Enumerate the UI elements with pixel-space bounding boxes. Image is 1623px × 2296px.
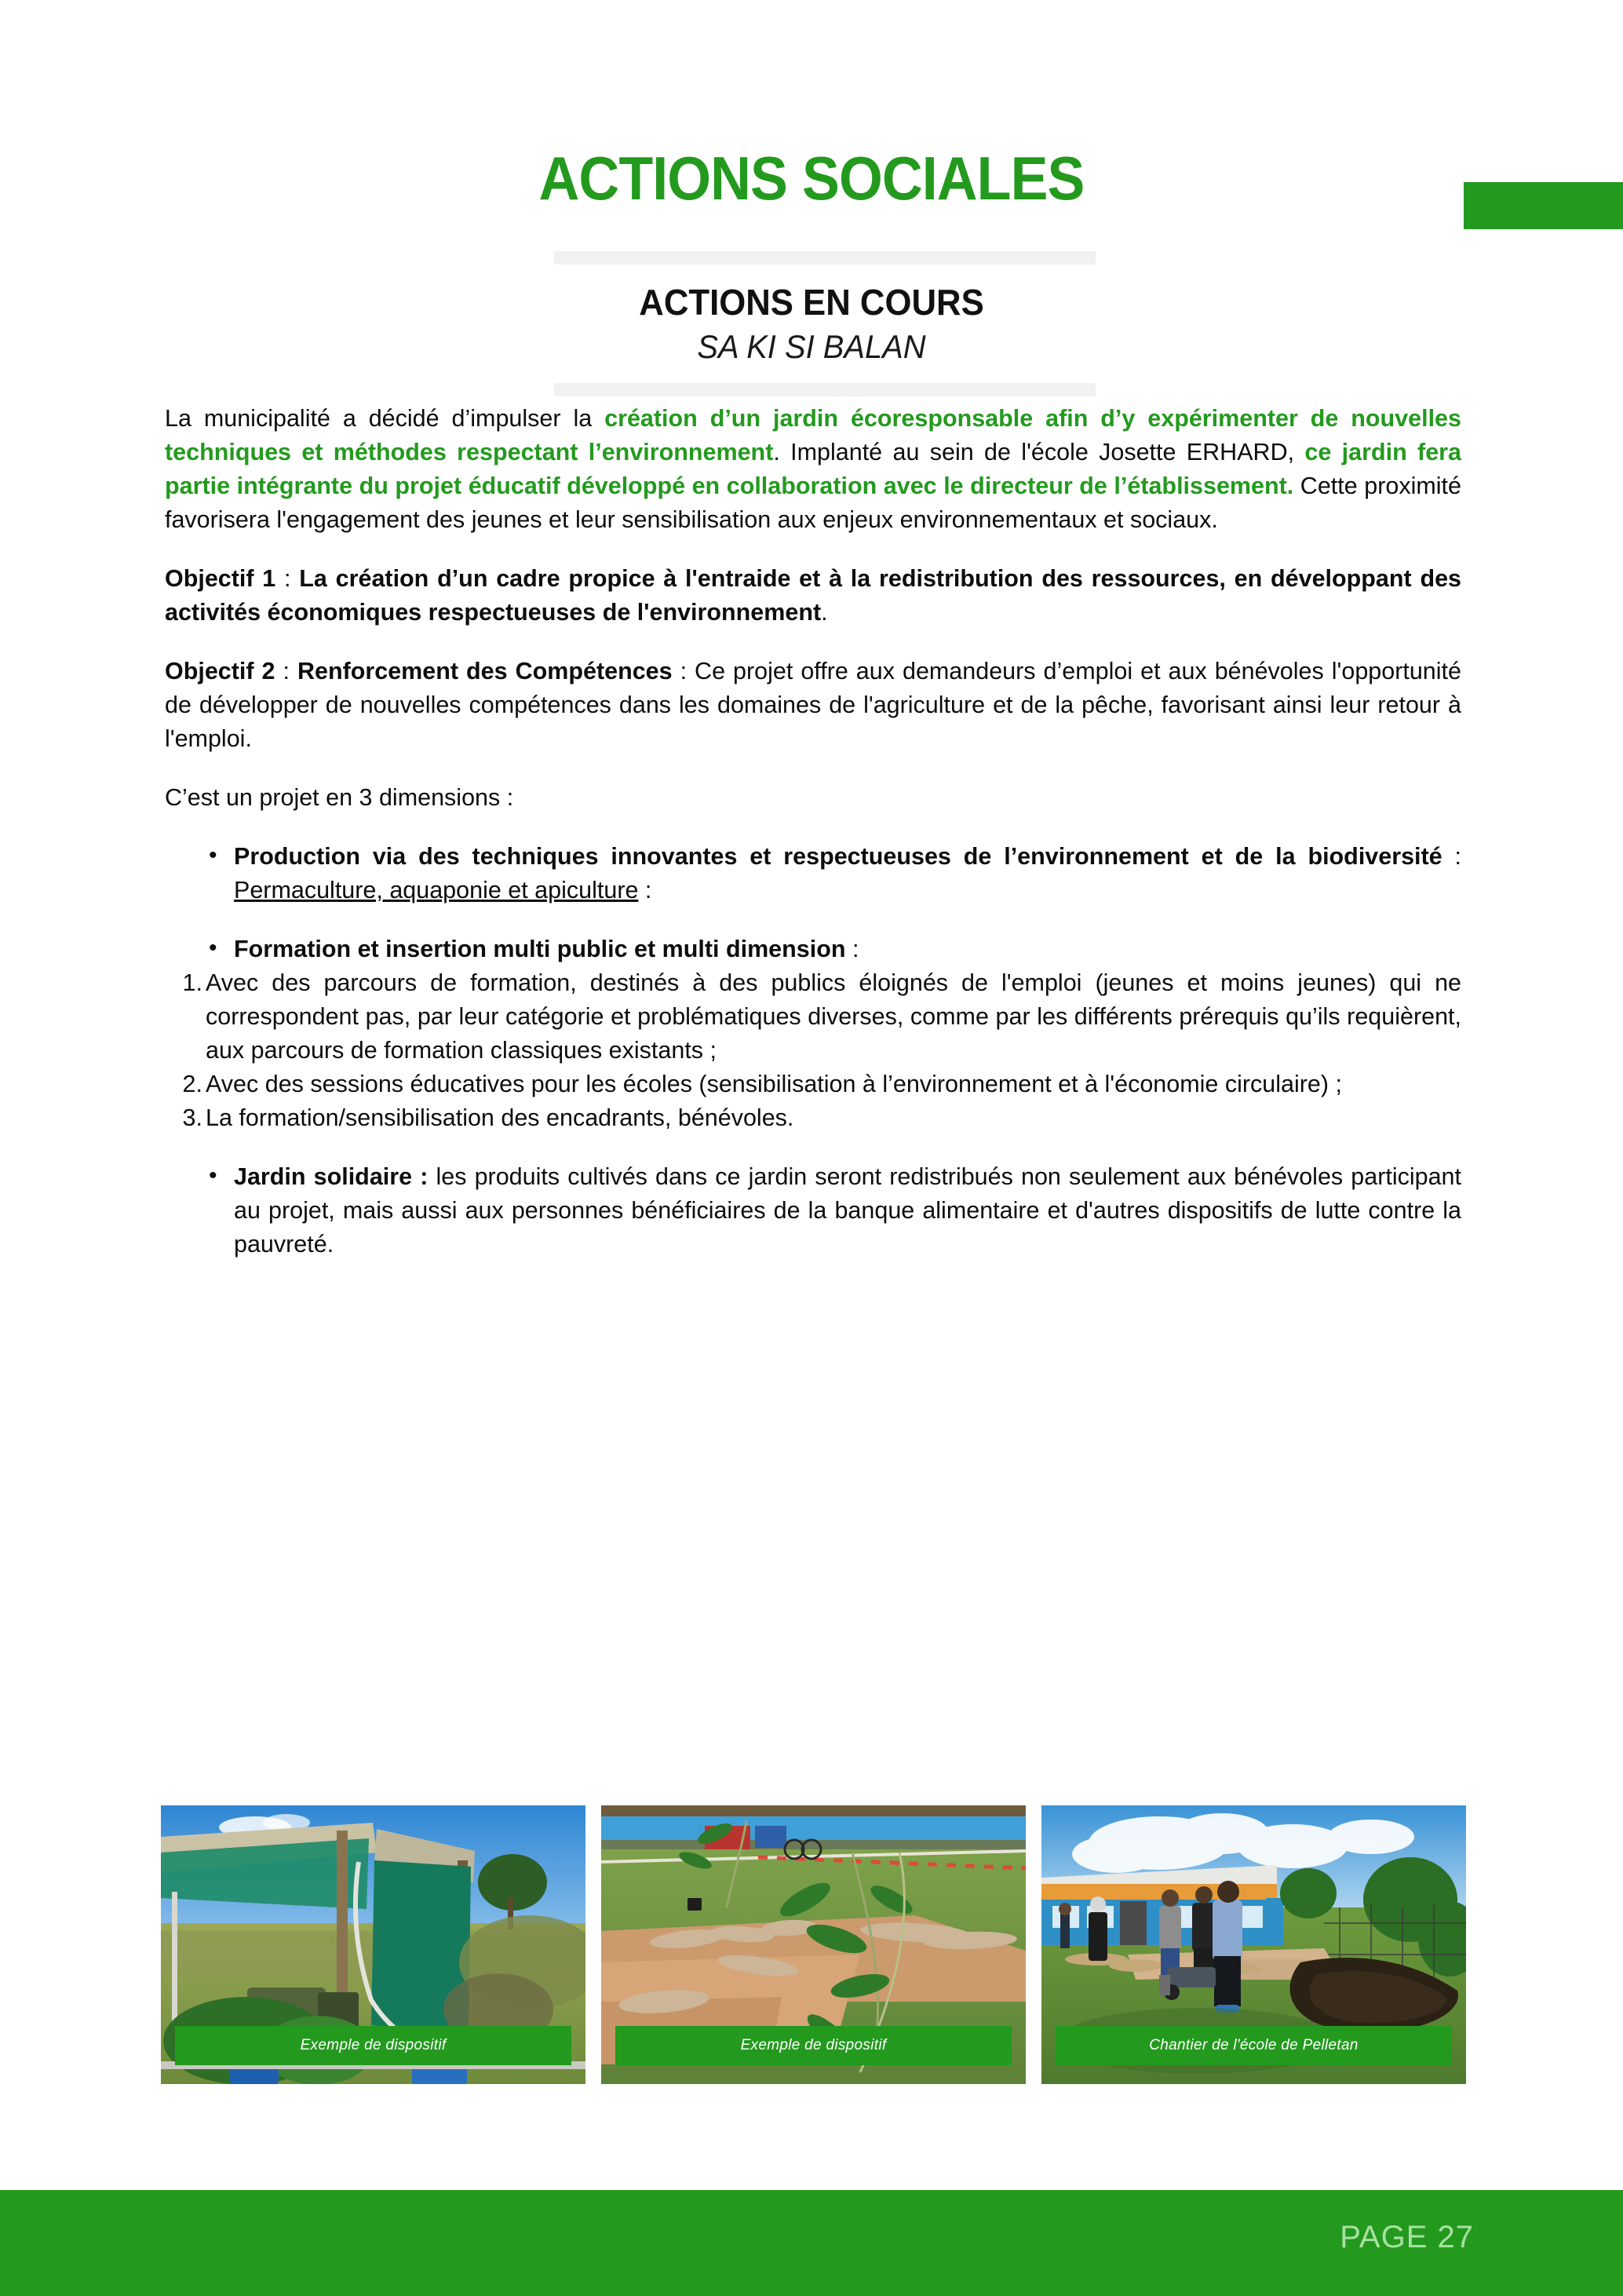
objectif-1-paragraph [165, 562, 1461, 630]
bullet-3-tail: les produits cultivés dans ce jardin seront redistribués non seulement aux bénévoles participant au projet, mais aussi aux personnes bénéficiaires de la banque alimentaire et d'autres dispositifs de lutte contre la pauvreté. [234, 1163, 1461, 1258]
bullet-1-bold: Production via des techniques innovantes et respectueuses de l’environnement et de la biodiversité [234, 843, 1442, 870]
divider-bar-top [554, 251, 1096, 265]
list-item [209, 840, 1461, 907]
objectif-2-tail: : Ce projet offre aux demandeurs d’emploi et aux bénévoles l'opportunité de développer de nouvelles compétences dans les domaines de l'agriculture et de la pêche, favorisant ainsi leur retour à l'emploi. [165, 658, 1461, 752]
spacer [165, 907, 1461, 933]
page-title: ACTIONS SOCIALES [538, 144, 1085, 213]
bullet-1-tail: : [638, 877, 652, 903]
photo-card-2 [601, 1805, 1026, 2084]
subtitle-creole: SA KI SI BALAN [697, 328, 926, 365]
objectif-1-tail: . [821, 599, 828, 626]
list-item [209, 1160, 1461, 1261]
dimensions-list-3 [165, 1160, 1461, 1261]
objectif-1-text: La création d’un cadre propice à l'entraide et à la redistribution des ressources, en développant des activités économiques respectueuses de l'environnement [165, 565, 1461, 626]
spacer [165, 630, 1461, 655]
bullet-2-sep: : [845, 936, 859, 962]
spacer [165, 1135, 1461, 1160]
photo-gallery [161, 1805, 1468, 2084]
objectif-2-label: Objectif 2 [165, 658, 275, 684]
objectif-1-label: Objectif 1 [165, 565, 276, 592]
list-item: Avec des parcours de formation, destinés à des publics éloignés de l'emploi (jeunes et moins jeunes) qui ne correspondent pas, par leur catégorie et problématiques diverses, comme par les différents prérequis qu’ils requièrent, aux parcours de formation classiques existants ; [206, 969, 1461, 1064]
footer-bar [0, 2190, 1623, 2296]
intro-highlight-2: ce jardin fera partie intégrante du projet éducatif développé en collaboration avec le directeur de l’établissement. [165, 439, 1461, 499]
photo-caption: Exemple de dispositif [175, 2026, 571, 2065]
objectif-2-separator: : [275, 658, 297, 684]
photo-card-1 [161, 1805, 585, 2084]
photo-caption: Exemple de dispositif [615, 2026, 1012, 2065]
dimensions-list [165, 840, 1461, 907]
objectif-2-text: Renforcement des Compétences [297, 658, 673, 684]
formation-numbered-list [165, 966, 1461, 1135]
list-item [209, 933, 1461, 966]
dimensions-list-2 [165, 933, 1461, 966]
bullet-3-bold: Jardin solidaire : [234, 1163, 429, 1190]
header-accent-bar [1464, 182, 1623, 229]
intro-text-3: Cette proximité favorisera l'engagement des jeunes et leur sensibilisation aux enjeux environnementaux et sociaux. [165, 473, 1461, 533]
subtitle-main: ACTIONS EN COURS [639, 282, 984, 323]
intro-text-1: La municipalité a décidé d’impulser la [165, 405, 605, 432]
intro-paragraph [165, 402, 1461, 537]
intro-highlight-1: création d’un jardin écoresponsable afin d’y expérimenter de nouvelles techniques et méthodes respectant l’environnement [165, 405, 1461, 465]
list-item: Avec des sessions éducatives pour les écoles (sensibilisation à l’environnement et à l'économie circulaire) ; [206, 1071, 1342, 1097]
spacer [165, 537, 1461, 562]
bullet-2-bold: Formation et insertion multi public et multi dimension [234, 936, 846, 962]
divider-bar-bottom [554, 383, 1096, 396]
objectif-1-separator: : [275, 565, 300, 592]
list-item: La formation/sensibilisation des encadrants, bénévoles. [206, 1104, 794, 1131]
bullet-1-sep: : [1442, 843, 1461, 870]
spacer [165, 815, 1461, 840]
document-body [165, 402, 1461, 1261]
spacer [165, 756, 1461, 781]
photo-caption: Chantier de l'école de Pelletan [1056, 2026, 1452, 2065]
bullet-3-sep [428, 1163, 436, 1190]
dimensions-intro: C’est un projet en 3 dimensions : [165, 784, 514, 811]
bullet-1-underlined: Permaculture, aquaponie et apiculture [234, 877, 639, 903]
objectif-2-paragraph [165, 655, 1461, 756]
page-number-label: PAGE 27 [1340, 2220, 1474, 2254]
intro-text-2: . Implanté au sein de l'école Josette ERHARD, [773, 439, 1305, 465]
photo-card-3 [1041, 1805, 1466, 2084]
